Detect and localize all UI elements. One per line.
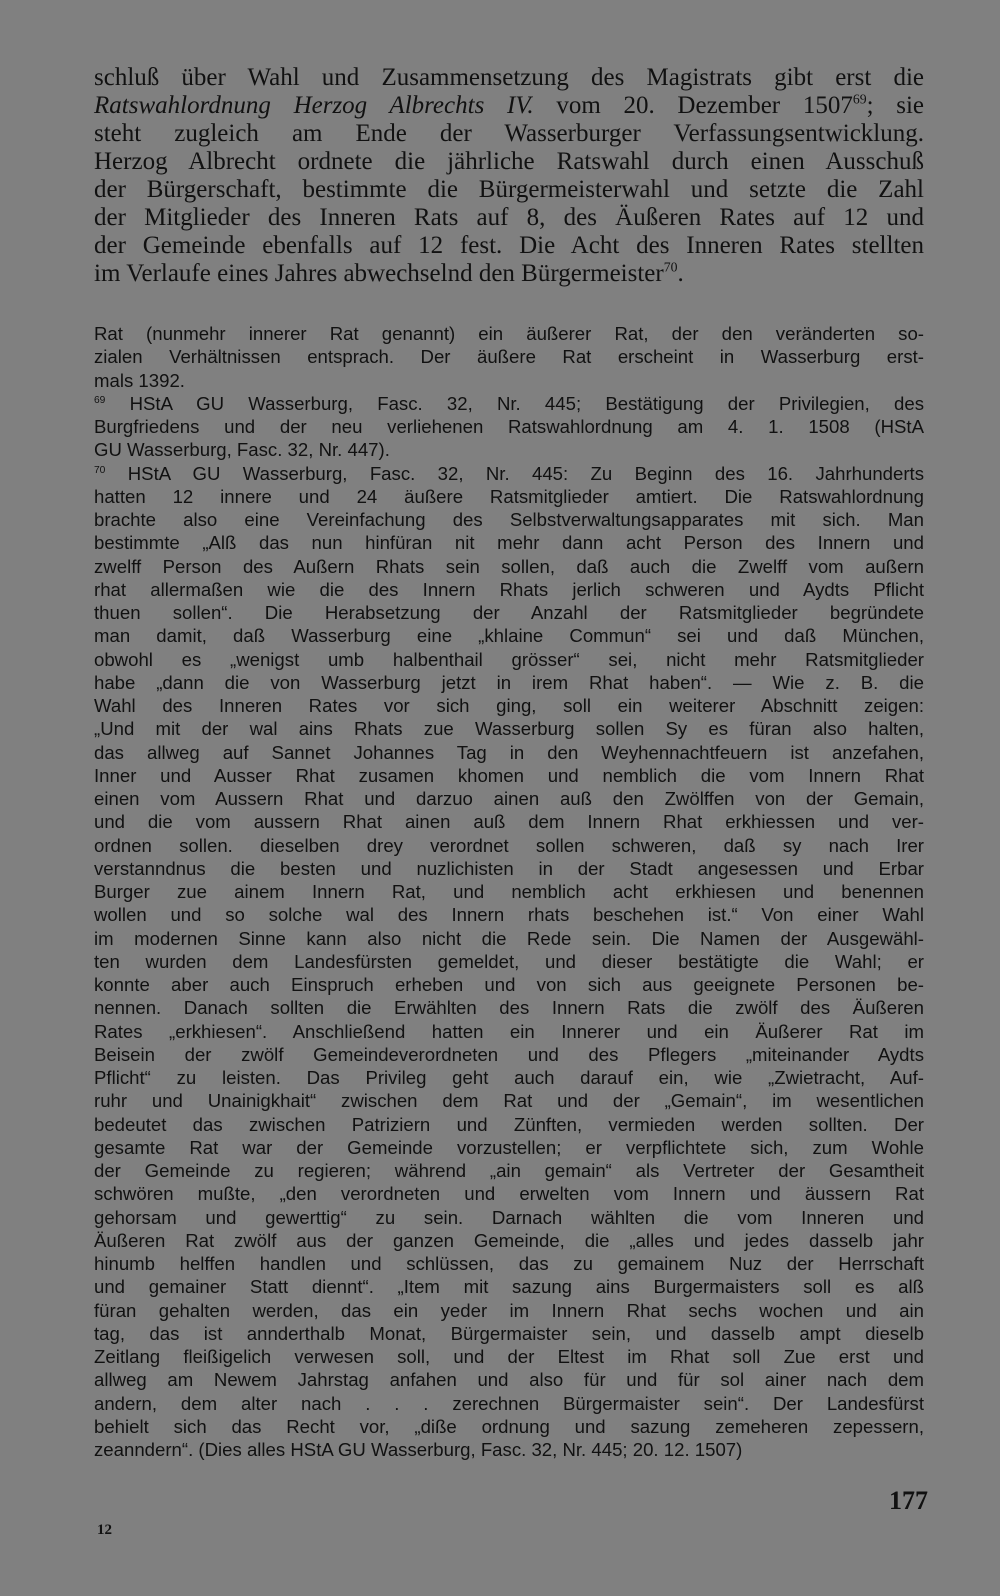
footnote-line bbox=[94, 369, 924, 392]
footnote-line bbox=[94, 415, 924, 438]
footnote-line bbox=[94, 555, 924, 578]
footnote-line bbox=[94, 810, 924, 833]
footnotes-block bbox=[94, 322, 924, 1461]
footnote-line bbox=[94, 624, 924, 647]
footnote-text: zeanndern“. (Dies alles HStA GU Wasserburg, Fasc. 32, Nr. 445; 20. 12. 1507) bbox=[94, 1439, 743, 1460]
main-text-line bbox=[94, 260, 924, 288]
footnote-text: hinumb helffen handlen und schlüssen, das zu gemainem Nuz der Herrschaft bbox=[94, 1253, 924, 1274]
footnote-line bbox=[94, 345, 924, 368]
footnote-line bbox=[94, 322, 924, 345]
text-run: der Mitglieder des Inneren Rats auf 8, des Äußeren Rates auf 12 und bbox=[94, 204, 924, 231]
footnote-line bbox=[94, 717, 924, 740]
footnote-text: konnte aber auch Einspruch erheben und von sich aus geeignete Personen be- bbox=[94, 974, 924, 995]
footnote-text: Burger zue ainem Innern Rat, und nemblich acht erkhiesen und benennen bbox=[94, 881, 924, 902]
footnote-text: ruhr und Unainigkhait“ zwischen dem Rat und der „Gemain“, im wesentlichen bbox=[94, 1090, 924, 1112]
footnote-line bbox=[94, 1322, 924, 1345]
footnote-text: Wahl des Inneren Rates vor sich ging, soll ein weiterer Abschnitt zeigen: bbox=[94, 695, 924, 716]
footnote-line bbox=[94, 1229, 924, 1252]
footnote-line bbox=[94, 741, 924, 764]
text-run: im Verlaufe eines Jahres abwechselnd den Bürgermeister bbox=[94, 260, 664, 287]
footnote-text: HStA GU Wasserburg, Fasc. 32, Nr. 445; Bestätigung der Privilegien, des bbox=[105, 392, 924, 414]
footnote-line bbox=[94, 787, 924, 810]
footnote-line bbox=[94, 648, 924, 671]
footnote-line bbox=[94, 903, 924, 926]
footnote-text: allweg am Newem Jahrstag anfahen und also für und für sol ainer nach dem bbox=[94, 1369, 924, 1391]
footnote-text: behielt sich das Recht vor, „diße ordnung und sazung zemeheren zepessern, bbox=[94, 1415, 924, 1437]
main-text-line bbox=[94, 92, 924, 120]
footnote-text: andern, dem alter nach . . . zerechnen Bürgermaister sein“. Der Landesfürst bbox=[94, 1392, 924, 1414]
footnote-marker: 70 bbox=[663, 259, 678, 275]
footnote-text: bedeutet das zwischen Patriziern und Zünften, vermieden werden sollten. Der bbox=[94, 1113, 924, 1135]
footnote-line bbox=[94, 927, 924, 950]
footnote-text: Pflicht“ zu leisten. Das Privileg geht auch darauf ein, wie „Zwietracht, Auf- bbox=[94, 1067, 924, 1088]
footnote-line bbox=[94, 1206, 924, 1229]
footnote-line bbox=[94, 1043, 924, 1066]
footnote-line bbox=[94, 485, 924, 508]
footnote-text: und gemainer Statt diennt“. „Item mit sazung ains Burgermaisters soll es alß bbox=[94, 1276, 924, 1298]
footnote-text: einen vom Aussern Rhat und darzuo ainen auß den Zwölffen von der Gemain, bbox=[94, 788, 924, 809]
footnote-line bbox=[94, 1089, 924, 1112]
text-run: der Bürgerschaft, bestimmte die Bürgermeisterwahl und setzte die Zahl bbox=[94, 176, 924, 203]
footnote-text: verstanndnus die besten und nuzlichisten in der Stadt angesessen und Erbar bbox=[94, 857, 924, 879]
footnote-text: man damit, daß Wasserburg eine „khlaine Commun“ sei und daß München, bbox=[94, 625, 924, 647]
footnote-text: zialen Verhältnissen entsprach. Der äußere Rat erscheint in Wasserburg erst- bbox=[94, 346, 924, 368]
footnote-text: schwören mußte, „den verordneten und erwelten vom Innern und äussern Rat bbox=[94, 1183, 924, 1205]
footnote-line bbox=[94, 694, 924, 717]
footnote-text: nennen. Danach sollten die Erwählten des Innern Rats die zwölf des Äußeren bbox=[94, 997, 924, 1019]
footnote-line bbox=[94, 531, 924, 554]
footnote-text: GU Wasserburg, Fasc. 32, Nr. 447). bbox=[94, 439, 390, 461]
footnote-text: bestimmte „Alß das nun hinfüran nit mehr dann acht Person des Innern und bbox=[94, 532, 924, 554]
footnote-text: Äußeren Rat zwölf aus der ganzen Gemeinde, die „alles und jedes dasselb jahr bbox=[94, 1229, 924, 1251]
footnote-text: habe „dann die von Wasserburg jetzt in irem Rhat haben“. — Wie z. B. die bbox=[94, 671, 924, 693]
footnote-line bbox=[94, 1368, 924, 1391]
footnote-text: gesamte Rat war der Gemeinde vorzustellen; er verpflichtete sich, zum Wohle bbox=[94, 1136, 924, 1158]
main-text-line bbox=[94, 176, 924, 204]
main-text-line bbox=[94, 64, 924, 92]
footnote-text: tag, das ist annderthalb Monat, Bürgermaister sein, und dasselb ampt dieselb bbox=[94, 1322, 924, 1344]
footnote-line bbox=[94, 880, 924, 903]
footnote-line bbox=[94, 1438, 924, 1461]
footnote-text: im modernen Sinne kann also nicht die Rede sein. Die Namen der Ausgewähl- bbox=[94, 927, 924, 949]
footnote-text: thuen sollen“. Die Herabsetzung der Anzahl der Ratsmitglieder begründete bbox=[94, 602, 924, 623]
printer-signature: 12 bbox=[97, 1522, 112, 1538]
footnote-text: „Und mit der wal ains Rhats zue Wasserburg sollen Sy es füran also halten, bbox=[94, 718, 924, 740]
footnote-line bbox=[94, 857, 924, 880]
footnote-text: das allweg auf Sannet Johannes Tag in den Weyhennachtfeuern ist anzefahen, bbox=[94, 741, 924, 763]
footnote-line bbox=[94, 1136, 924, 1159]
footnote-line bbox=[94, 950, 924, 973]
main-text-line bbox=[94, 148, 924, 176]
footnote-line bbox=[94, 996, 924, 1019]
text-run: Herzog Albrecht ordnete die jährliche Ratswahl durch einen Ausschuß bbox=[94, 148, 924, 175]
footnote-line bbox=[94, 508, 924, 531]
footnote-line bbox=[94, 671, 924, 694]
footnote-text: mals 1392. bbox=[94, 369, 185, 391]
text-run: vom 20. Dezember 1507 bbox=[533, 92, 853, 119]
footnote-line bbox=[94, 1345, 924, 1368]
footnote-line bbox=[94, 1415, 924, 1438]
footnote-line bbox=[94, 438, 924, 461]
footnote-line bbox=[94, 1299, 924, 1322]
footnote-line bbox=[94, 1113, 924, 1136]
footnote-text: Beisein der zwölf Gemeindeverordneten und des Pflegers „miteinander Aydts bbox=[94, 1043, 924, 1065]
text-run: . bbox=[677, 260, 684, 287]
footnote-marker: 69 bbox=[852, 91, 867, 107]
main-text-line bbox=[94, 232, 924, 260]
footnote-line bbox=[94, 1275, 924, 1298]
footnote-text: ordnen sollen. dieselben drey verordnet sollen schweren, daß sy nach Irer bbox=[94, 834, 924, 856]
footnote-text: obwohl es „wenigst umb halbenthail grösser“ sei, nicht mehr Ratsmitglieder bbox=[94, 648, 924, 670]
footnote-line bbox=[94, 834, 924, 857]
footnote-text: rhat allermaßen wie die des Innern Rhats jerlich schweren und Aydts Pflicht bbox=[94, 578, 924, 600]
footnote-text: und die vom aussern Rhat ainen auß dem Innern Rhat erkhiessen und ver- bbox=[94, 811, 924, 833]
footnote-text: gehorsam und gewerttig“ zu sein. Darnach wählten die vom Inneren und bbox=[94, 1206, 924, 1228]
footnote-text: Rat (nunmehr innerer Rat genannt) ein äußerer Rat, der den veränderten so- bbox=[94, 323, 924, 344]
main-text-line bbox=[94, 120, 924, 148]
footnote-line bbox=[94, 1159, 924, 1182]
footnote-line bbox=[94, 1066, 924, 1089]
footnote-text: Inner und Ausser Rhat zusamen khomen und nemblich die vom Innern Rhat bbox=[94, 764, 924, 786]
main-text-line bbox=[94, 204, 924, 232]
footnote-text: hatten 12 innere und 24 äußere Ratsmitglieder amtiert. Die Ratswahlordnung bbox=[94, 485, 924, 507]
text-run: schluß über Wahl und Zusammensetzung des Magistrats gibt erst die bbox=[94, 64, 924, 91]
footnote-line bbox=[94, 578, 924, 601]
text-run: steht zugleich am Ende der Wasserburger Verfassungsentwicklung. bbox=[94, 120, 924, 147]
footnote-text: wollen und so solche wal des Innern rhats beschehen ist.“ Von einer Wahl bbox=[94, 904, 924, 926]
footnote-line bbox=[94, 764, 924, 787]
footnote-text: Rates „erkhiesen“. Anschließend hatten ein Innerer und ein Äußerer Rat im bbox=[94, 1020, 924, 1042]
footnote-line bbox=[94, 601, 924, 624]
text-run: Ratswahlordnung Herzog Albrechts IV. bbox=[94, 92, 534, 119]
footnote-line bbox=[94, 462, 924, 485]
footnote-number: 69 bbox=[94, 394, 106, 406]
footnote-text: HStA GU Wasserburg, Fasc. 32, Nr. 445: Zu Beginn des 16. Jahrhunderts bbox=[105, 462, 924, 484]
footnote-line bbox=[94, 973, 924, 996]
footnote-text: brachte also eine Vereinfachung des Selbstverwaltungsapparates mit sich. Man bbox=[94, 509, 924, 530]
footnote-text: füran gehalten werden, das ein yeder im Innern Rhat sechs wochen und ain bbox=[94, 1299, 924, 1321]
text-run: ; sie bbox=[866, 92, 924, 119]
footnote-text: Zeitlang fleißigelich verwesen soll, und der Eltest im Rhat soll Zue erst und bbox=[94, 1346, 924, 1367]
footnote-text: zwelff Person des Außern Rhats sein sollen, daß auch die Zwelff vom außern bbox=[94, 555, 924, 577]
footnote-line bbox=[94, 1182, 924, 1205]
footnote-text: ten wurden dem Landesfürsten gemeldet, und dieser bestätigte die Wahl; er bbox=[94, 950, 924, 972]
footnote-line bbox=[94, 392, 924, 415]
footnote-number: 70 bbox=[94, 464, 106, 476]
footnote-line bbox=[94, 1252, 924, 1275]
main-text-block bbox=[94, 64, 924, 288]
footnote-line bbox=[94, 1020, 924, 1043]
footnote-text: Burgfriedens und der neu verliehenen Ratswahlordnung am 4. 1. 1508 (HStA bbox=[94, 416, 924, 437]
text-run: der Gemeinde ebenfalls auf 12 fest. Die Acht des Inneren Rates stellten bbox=[94, 232, 924, 259]
page-number: 177 bbox=[889, 1486, 928, 1515]
footnote-line bbox=[94, 1392, 924, 1415]
footnote-text: der Gemeinde zu regieren; während „ain gemain“ als Vertreter der Gesamtheit bbox=[94, 1160, 924, 1181]
